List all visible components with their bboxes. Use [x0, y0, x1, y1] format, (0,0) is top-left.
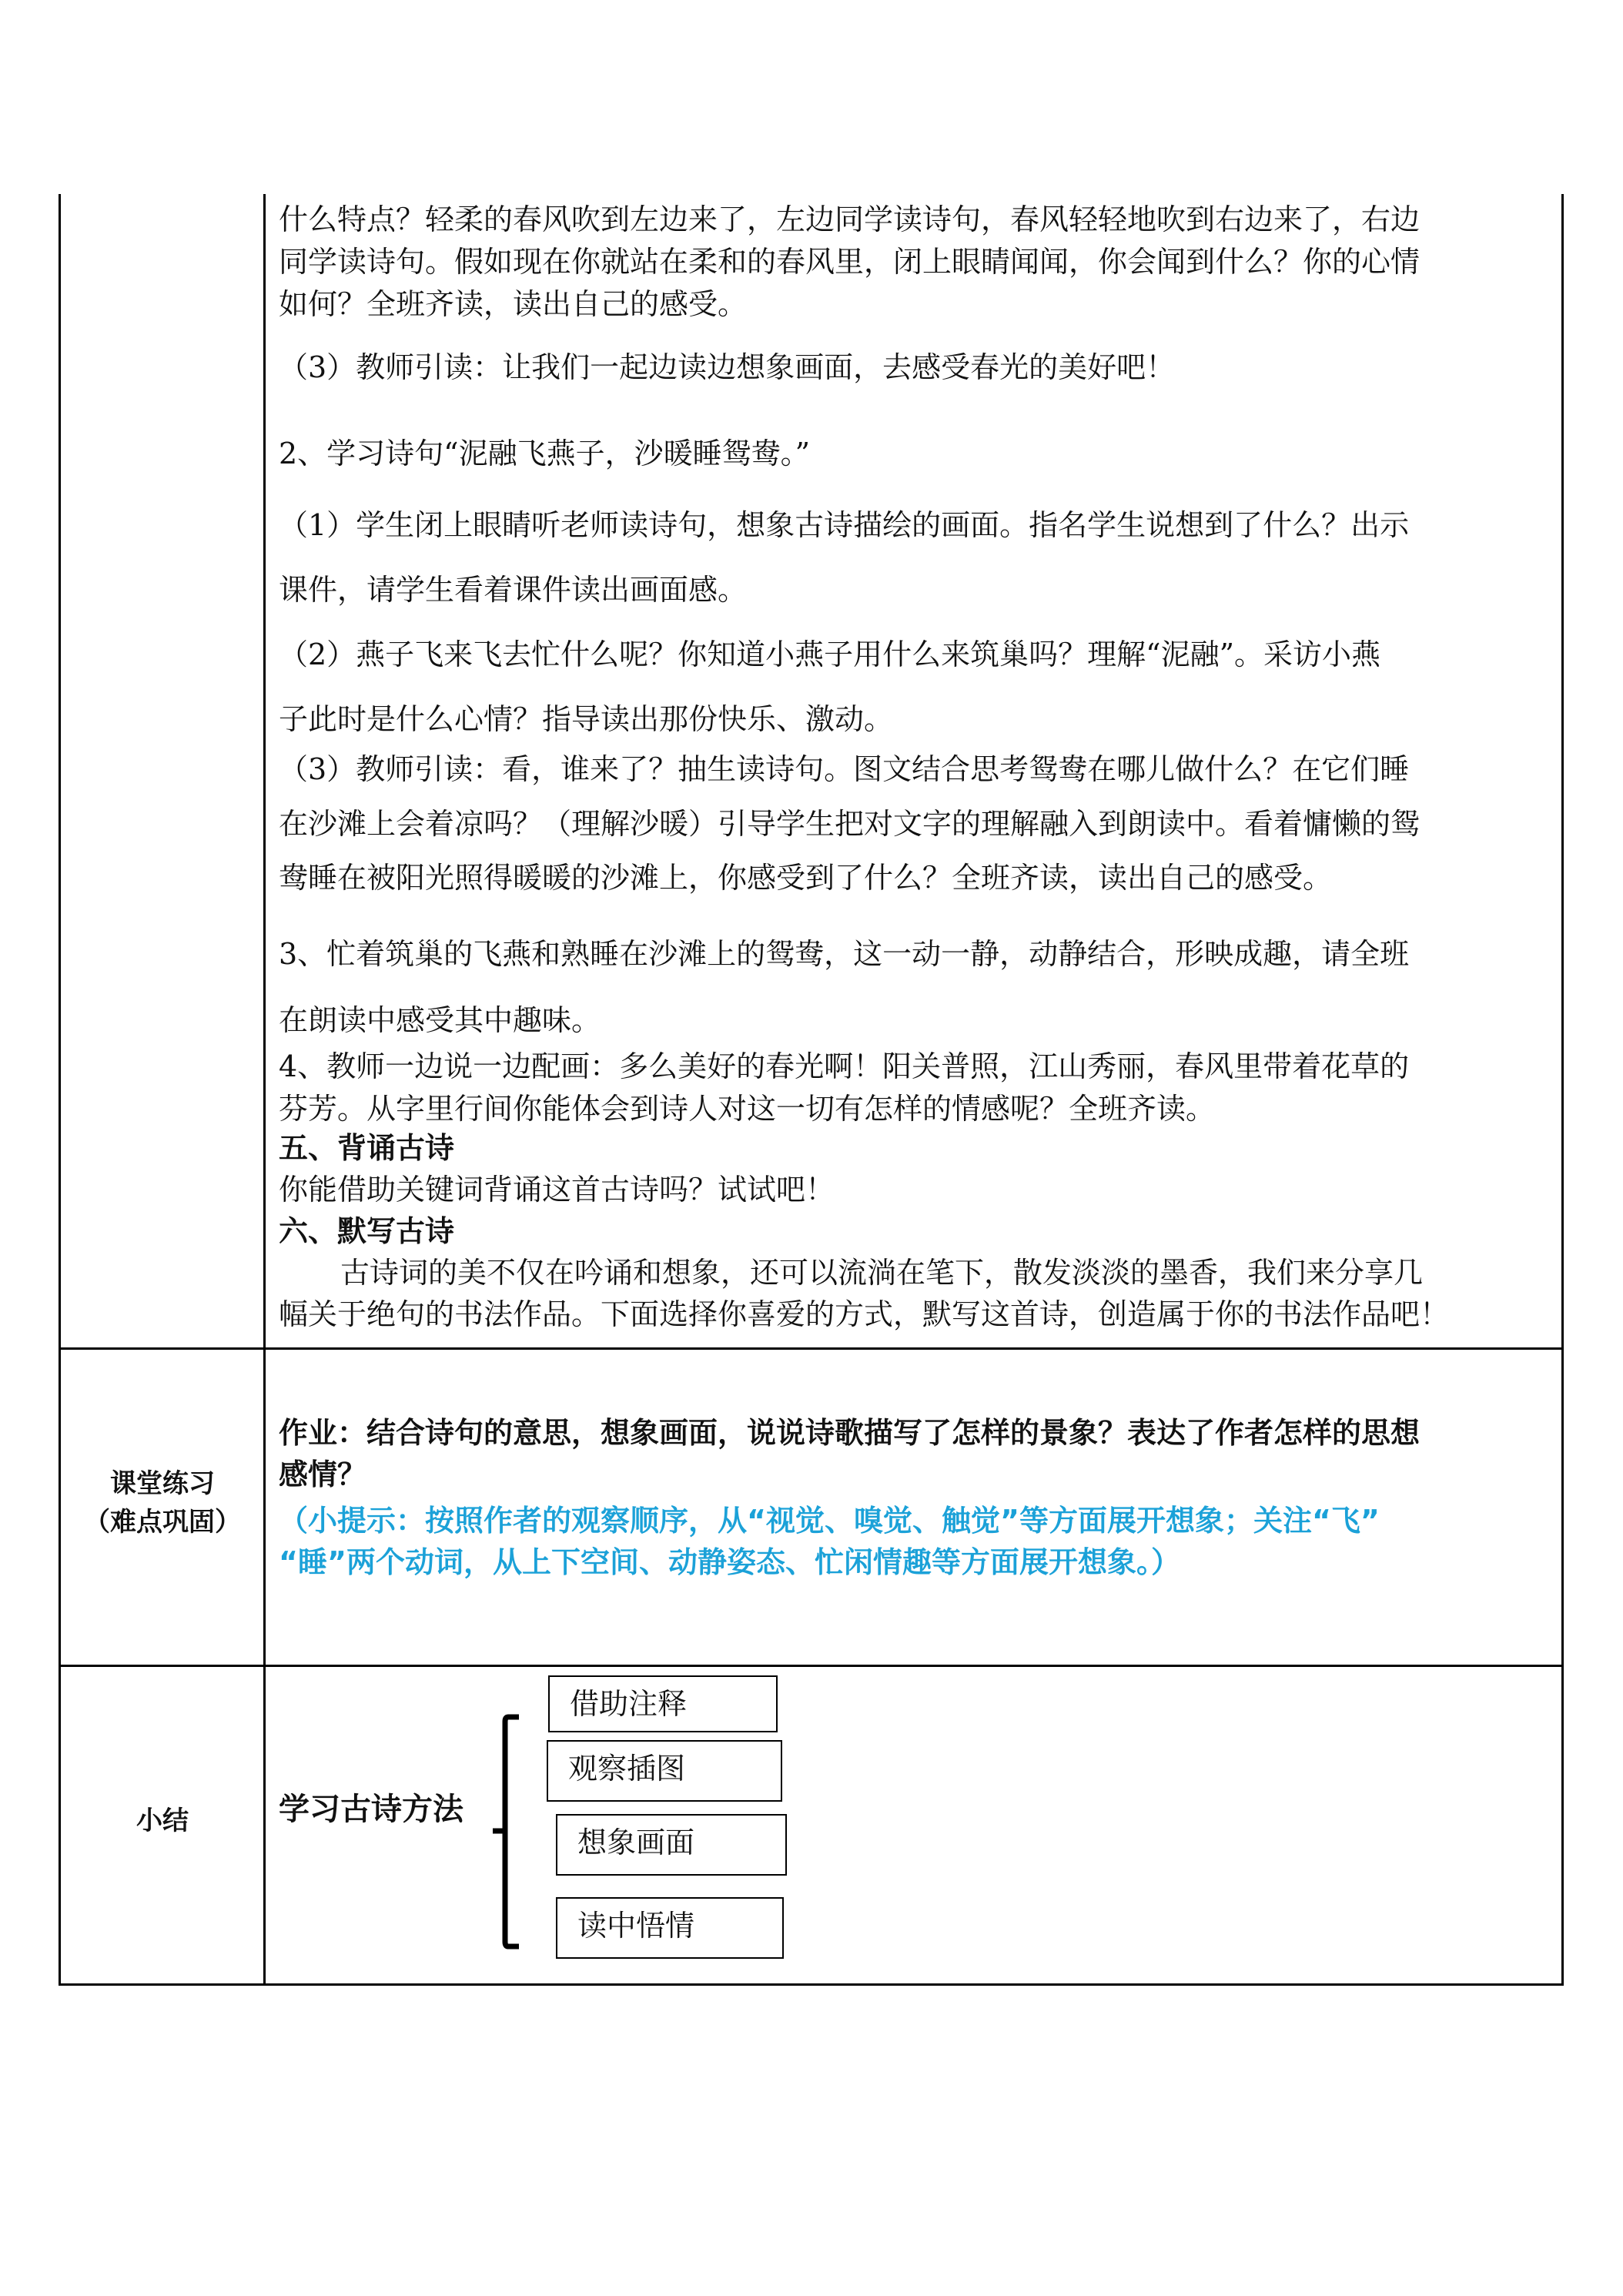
- table-bottom-border: [59, 1983, 1564, 1986]
- table-right-border: [1561, 194, 1564, 1986]
- section-2-item-2: （2）燕子飞来飞去忙什么呢？你知道小燕子用什么来筑巢吗？理解“泥融”。采访小燕 子此时是什么心情？指导读出那份快乐、激动。: [279, 638, 1381, 736]
- section-5: 五、背诵古诗 你能借助关键词背诵这首古诗吗？试试吧！: [279, 1127, 1558, 1210]
- paragraph-spring-breeze: 什么特点？轻柔的春风吹到左边来了，左边同学读诗句，春风轻轻地吹到右边来了，右边 同学读诗句。假如现在你就站在柔和的春风里，闭上眼睛闻闻，你会闻到什么？你的心情 如何？全班齐读，读出自己的感受。: [279, 202, 1421, 321]
- section-2-item-3: （3）教师引读：看，谁来了？抽生读诗句。图文结合思考鸳鸯在哪儿做什么？在它们睡 在沙滩上会着凉吗？（理解沙暖）引导学生把对文字的理解融入到朗读中。看着慵懒的鸳 鸯睡在被阳光照得暖暖的沙滩上，你感受到了什么？全班齐读，读出自己的感受。: [279, 752, 1421, 895]
- method-box-illustration: 观察插图: [547, 1740, 782, 1802]
- summary-label: 小结: [136, 1806, 189, 1836]
- row-divider-practice: [59, 1347, 1564, 1350]
- summary-bracket: [490, 1714, 527, 1950]
- paragraph-step-3: （3）教师引读：让我们一起边读边想象画面，去感受春光的美好吧！: [279, 350, 1176, 384]
- summary-title: 学习古诗方法: [279, 1792, 463, 1827]
- section-2-item-1: （1）学生闭上眼睛听老师读诗句，想象古诗描绘的画面。指名学生说想到了什么？出示 课件，请学生看着课件读出画面感。: [279, 508, 1410, 607]
- section-2-heading: 2、学习诗句“泥融飞燕子，沙暖睡鸳鸯。”: [279, 437, 811, 470]
- section-4: 4、教师一边说一边配画：多么美好的春光啊！阳关普照，江山秀丽，春风里带着花草的 芬芳。从字里行间你能体会到诗人对这一切有怎样的情感呢？全班齐读。: [279, 1049, 1410, 1126]
- method-box-annotation: 借助注释: [548, 1675, 778, 1732]
- table-column-divider: [263, 194, 266, 1986]
- method-box-imagine: 想象画面: [556, 1814, 787, 1876]
- section-6: 六、默写古诗 古诗词的美不仅在吟诵和想象，还可以流淌在笔下，散发淡淡的墨香，我们来分享几 幅关于绝句的书法作品。下面选择你喜爱的方式，默写这首诗，创造属于你的书法作品吧！: [279, 1210, 1558, 1335]
- practice-label: 课堂练习 （难点巩固）: [84, 1468, 241, 1538]
- practice-task: 作业：结合诗句的意思，想象画面，说说诗歌描写了怎样的景象？表达了作者怎样的思想 感情？: [279, 1416, 1421, 1491]
- section-5-heading: 五、背诵古诗: [279, 1131, 455, 1165]
- practice-hint: （小提示：按照作者的观察顺序，从“视觉、嗅觉、触觉”等方面展开想象；关注“飞” “睡”两个动词，从上下空间、动静姿态、忙闲情趣等方面展开想象。）: [279, 1504, 1380, 1579]
- method-box-read: 读中悟情: [556, 1897, 784, 1959]
- row-divider-summary: [59, 1665, 1564, 1667]
- section-3: 3、忙着筑巢的飞燕和熟睡在沙滩上的鸳鸯，这一动一静，动静结合，形映成趣，请全班 在朗读中感受其中趣味。: [279, 937, 1410, 1037]
- section-6-heading: 六、默写古诗: [279, 1214, 455, 1248]
- table-left-border: [59, 194, 61, 1986]
